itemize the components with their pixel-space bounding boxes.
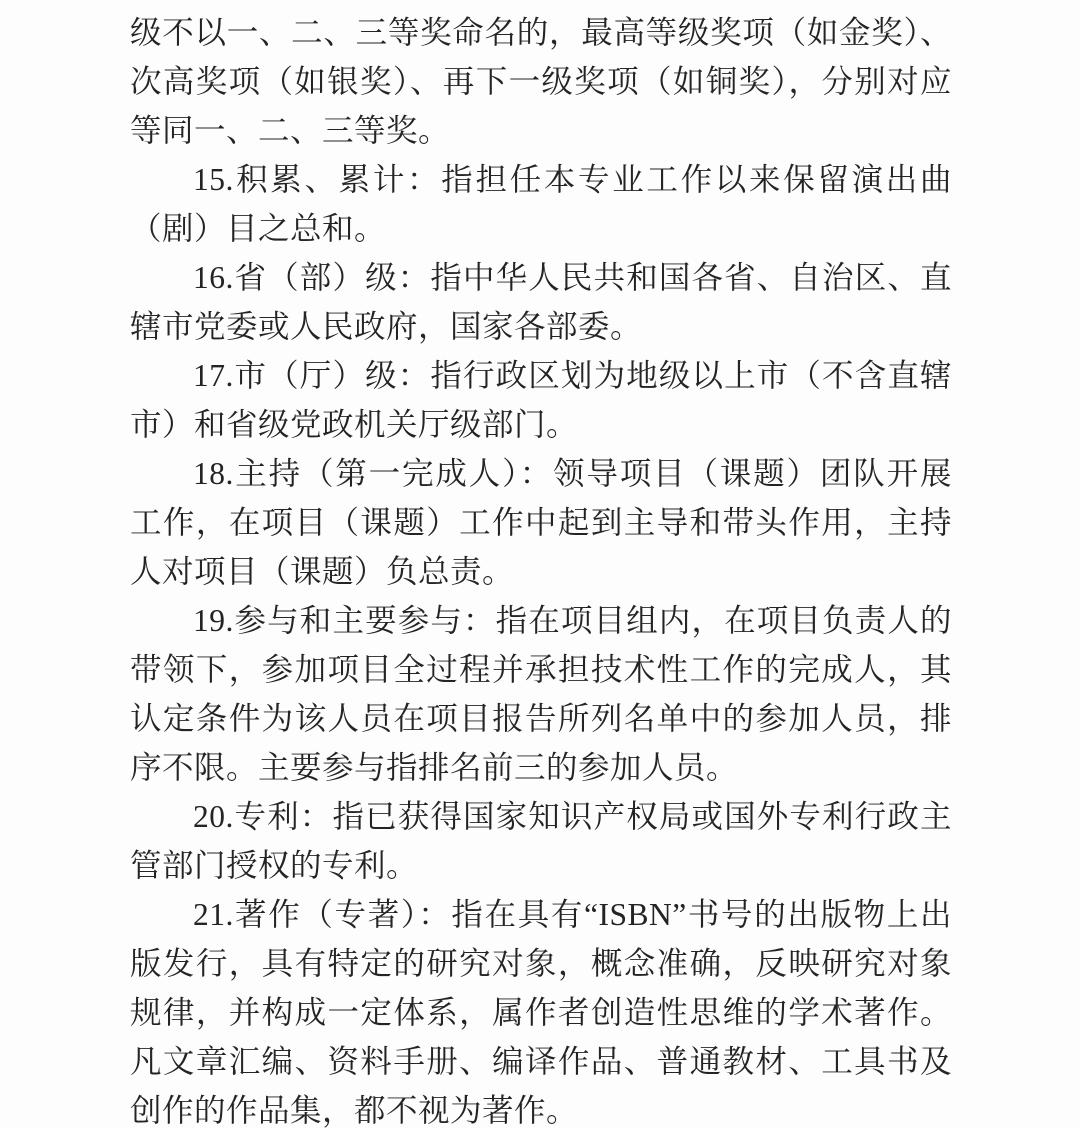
paragraph-item-15: 15.积累、累计：指担任本专业工作以来保留演出曲（剧）目之总和。 [130,162,952,246]
paragraph-item-20: 20.专利：指已获得国家知识产权局或国外专利行政主管部门授权的专利。 [130,799,952,883]
paragraph-item-17: 17.市（厅）级：指行政区划为地级以上市（不含直辖市）和省级党政机关厅级部门。 [130,358,952,442]
paragraph-item-18: 18.主持（第一完成人）：领导项目（课题）团队开展工作，在项目（课题）工作中起到主导和带头作用，主持人对项目（课题）负总责。 [130,456,952,589]
document-body [130,8,952,1129]
paragraph-continuation: 级不以一、二、三等奖命名的，最高等级奖项（如金奖）、次高奖项（如银奖）、再下一级奖项（如铜奖），分别对应等同一、二、三等奖。 [130,15,952,148]
paragraph-item-16: 16.省（部）级：指中华人民共和国各省、自治区、直辖市党委或人民政府，国家各部委。 [130,260,952,344]
paragraph-item-21: 21.著作（专著）：指在具有“ISBN”书号的出版物上出版发行，具有特定的研究对象，概念准确，反映研究对象规律，并构成一定体系，属作者创造性思维的学术著作。凡文章汇编、资料手册、编译作品、普通教材、工具书及创作的作品集，都不视为著作。 [130,897,952,1128]
paragraph-item-19: 19.参与和主要参与：指在项目组内，在项目负责人的带领下，参加项目全过程并承担技术性工作的完成人，其认定条件为该人员在项目报告所列名单中的参加人员，排序不限。主要参与指排名前三的参加人员。 [130,603,952,785]
